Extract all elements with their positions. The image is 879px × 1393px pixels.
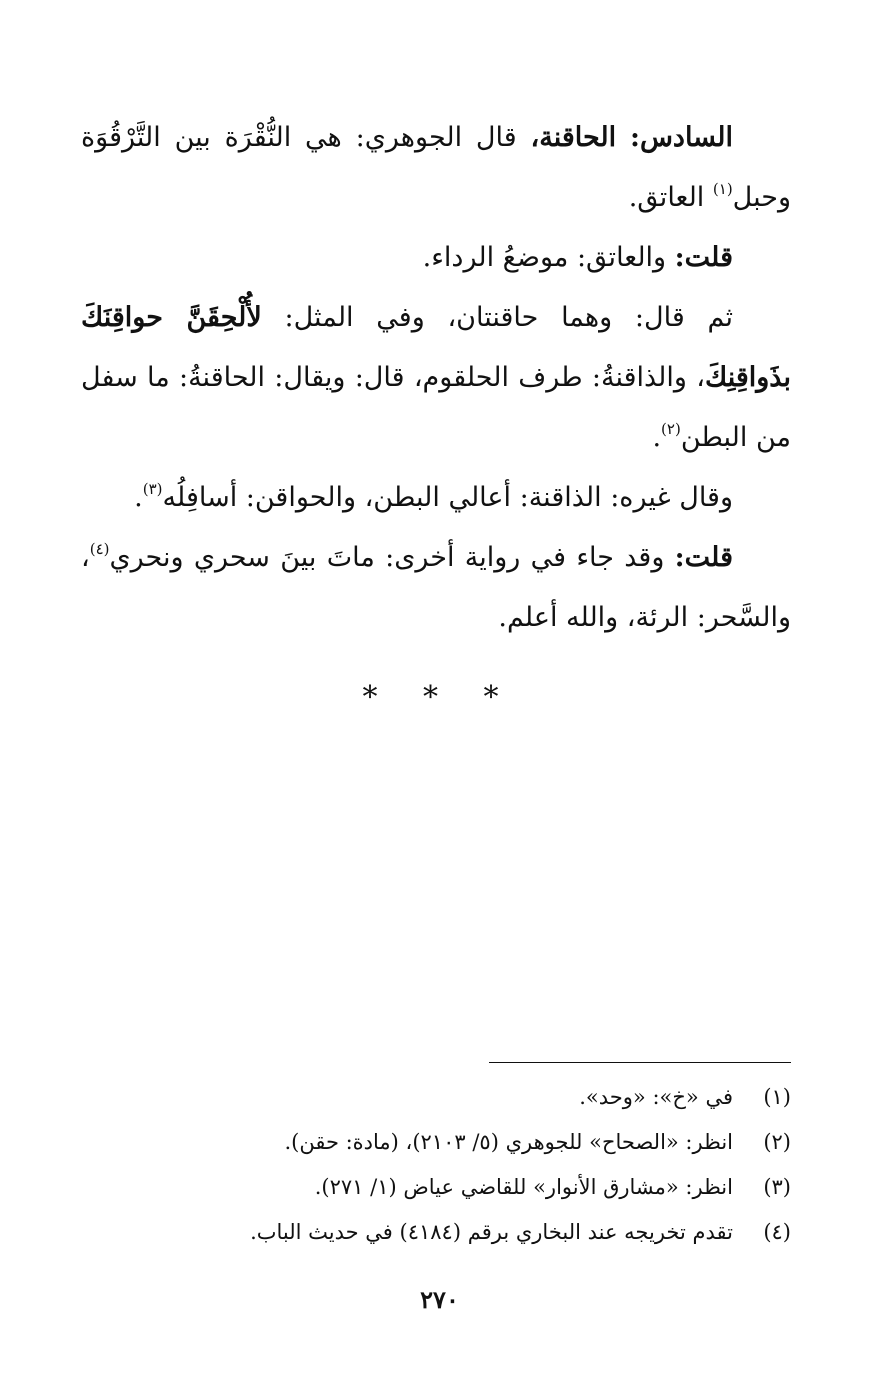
footnote-item [81,1120,791,1165]
paragraph-5-tail: ، والسَّحر: الرئة، والله أعلم. [81,542,791,633]
footnote-text: تقدم تخريجه عند البخاري برقم (٤١٨٤) في حديث الباب. [250,1220,733,1244]
main-text [81,108,791,648]
paragraph-4 [81,468,791,528]
paragraph-4-text: وقال غيره: الذاقنة: أعالي البطن، والحواقن: أسافِلُه [162,482,733,513]
section-separator: * * * [362,680,517,715]
footnote-number: (٣) [763,1175,791,1199]
paragraph-1-tail: العاتق. [628,182,713,213]
paragraph-4-tail: . [134,482,143,513]
paragraph-3 [81,288,791,468]
footnote-number: (١) [763,1085,791,1109]
footnote-ref-1[interactable]: (١) [712,180,733,198]
paragraph-2-text: والعاتق: موضعُ الرداء. [422,242,675,273]
paragraph-3-proverb: لأُلْحِقَنَّ حواقِنَكَ بذَواقِنِكَ [81,302,791,393]
paragraph-3-tail: . [652,422,662,453]
footnote-item [81,1165,791,1210]
footnote-item [81,1075,791,1120]
footnote-divider [489,1062,791,1063]
paragraph-1-text: قال الجوهري: هي النُّقْرَة بين التَّرْقُوَة وحبل [81,122,791,213]
footnote-ref-4[interactable]: (٤) [89,540,110,558]
footnote-number: (٤) [763,1220,791,1244]
paragraph-2 [81,228,791,288]
paragraph-5 [81,528,791,648]
footnote-ref-2[interactable]: (٢) [661,420,681,438]
paragraph-2-lead: قلت: [674,242,733,273]
page-number: ٢٧٠ [420,1285,459,1314]
footnote-text: انظر: «الصحاح» للجوهري (٥/ ٢١٠٣)، (مادة: حقن). [284,1130,733,1154]
paragraph-1 [81,108,791,228]
footnote-text: انظر: «مشارق الأنوار» للقاضي عياض (١/ ٢٧١). [314,1175,733,1199]
footnotes [81,1075,791,1255]
footnote-text: في «خ»: «وحد». [579,1085,733,1109]
paragraph-3-text: ثم قال: وهما حاقنتان، وفي المثل: [261,302,733,333]
paragraph-5-text: وقد جاء في رواية أخرى: ماتَ بينَ سحري ونحري [109,542,675,573]
paragraph-5-lead: قلت: [674,542,733,573]
paragraph-1-term: الحاقنة، [530,122,617,153]
paragraph-3-text2: ، والذاقنةُ: طرف الحلقوم، قال: ويقال: الحاقنةُ: ما سفل من البطن [81,362,791,453]
footnote-item [81,1210,791,1255]
footnote-number: (٢) [763,1130,791,1154]
footnote-ref-3[interactable]: (٣) [142,480,163,498]
paragraph-1-lead: السادس: [630,122,733,153]
